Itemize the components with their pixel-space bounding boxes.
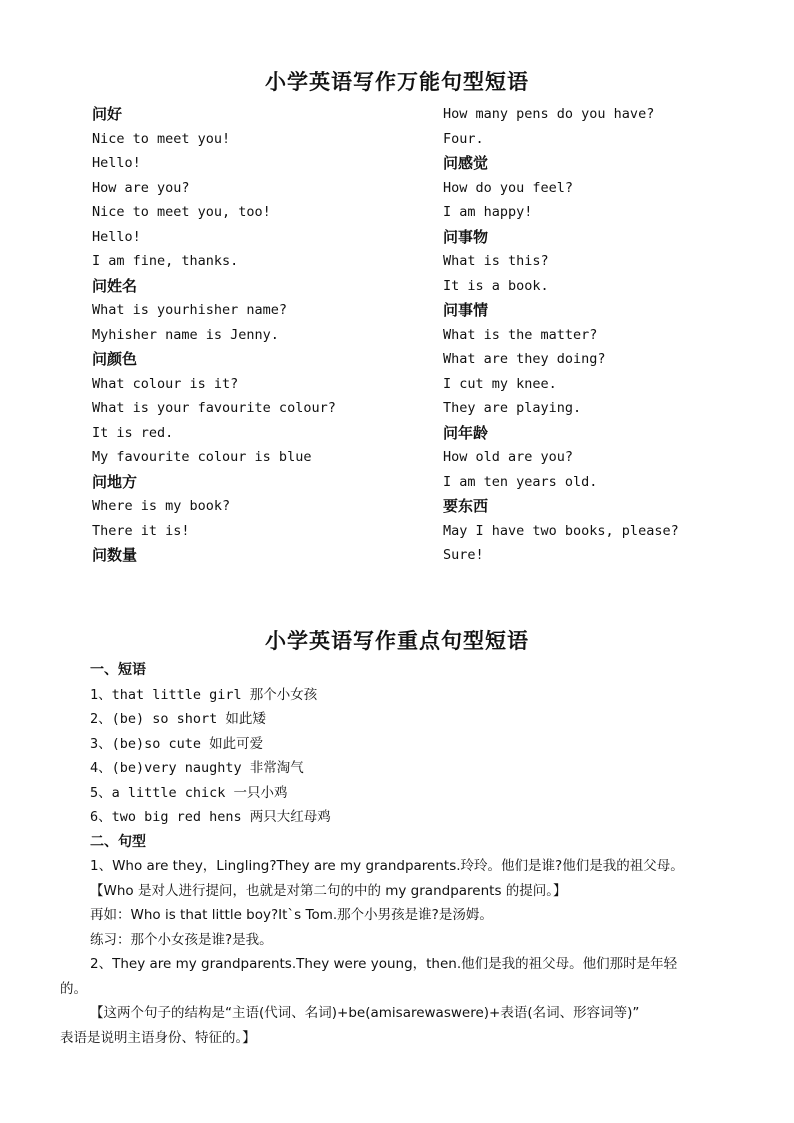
- left-category-heading: 问地方: [92, 472, 138, 491]
- left-sentence: Nice to meet you, too!: [92, 204, 271, 220]
- right-sentence: Four.: [443, 130, 484, 147]
- right-sentence: It is a book.: [443, 277, 549, 294]
- left-sentence: What is yourhisher name?: [92, 302, 288, 318]
- phrase-item: 5、a little chick 一只小鸡: [90, 784, 288, 801]
- sentence-1-practice: 练习：那个小女孩是谁?是我。: [90, 931, 273, 948]
- right-sentence: May I have two books, please?: [443, 522, 679, 539]
- phrases-heading: 一、短语: [90, 662, 146, 678]
- right-sentence: I am ten years old.: [443, 473, 598, 490]
- right-category-heading: 问感觉: [443, 154, 489, 172]
- left-category-heading: 问颜色: [92, 350, 138, 368]
- left-sentence: What colour is it?: [92, 375, 239, 392]
- right-category-heading: 问事情: [443, 301, 489, 319]
- left-sentence: Hello!: [92, 228, 141, 245]
- phrase-item: 3、(be)so cute 如此可爱: [90, 735, 264, 752]
- right-category-heading: 要东西: [443, 497, 489, 515]
- right-sentence: I am happy!: [443, 204, 533, 220]
- left-sentence: I am fine, thanks.: [92, 253, 239, 269]
- right-sentence: What are they doing?: [443, 351, 606, 367]
- sentence-2-continued: 的。: [60, 980, 87, 997]
- left-sentence: My favourite colour is blue: [92, 449, 312, 465]
- right-sentence: They are playing.: [443, 400, 582, 416]
- key-phrases-section: [60, 658, 750, 1050]
- sentence-2-note: 【这两个句子的结构是“主语(代词、名词)+be(amisarewaswere)+表语(名词、形容词等)”: [90, 1005, 640, 1021]
- right-sentence: How old are you?: [443, 449, 574, 465]
- left-sentence: How are you?: [92, 179, 190, 196]
- left-category-heading: 问姓名: [92, 276, 138, 295]
- sentence-2: 2、They are my grandparents.They were young，then.他们是我的祖父母。他们那时是年轻: [90, 956, 678, 972]
- sentence-2-note-continued: 表语是说明主语身份、特征的。】: [60, 1029, 256, 1046]
- right-category-heading: 问事物: [443, 227, 489, 246]
- title-key-phrases: 小学英语写作重点句型短语: [265, 629, 529, 653]
- right-sentence: How many pens do you have?: [443, 106, 655, 122]
- left-sentence: Myhisher name is Jenny.: [92, 326, 279, 343]
- left-sentence: Where is my book?: [92, 498, 231, 514]
- sentences-heading: 二、句型: [90, 833, 146, 850]
- left-sentence: It is red.: [92, 424, 174, 441]
- right-column: [443, 102, 763, 568]
- right-sentence: Sure!: [443, 547, 484, 563]
- right-sentence: What is this?: [443, 253, 549, 269]
- sentence-1: 1、Who are they，Lingling?They are my grandparents.玲玲。他们是谁?他们是我的祖父母。: [90, 858, 684, 874]
- left-column: [92, 102, 422, 568]
- left-category-heading: 问数量: [92, 546, 138, 564]
- phrase-item: 4、(be)very naughty 非常淘气: [90, 760, 304, 776]
- right-sentence: How do you feel?: [443, 179, 574, 196]
- right-sentence: What is the matter?: [443, 326, 598, 343]
- sentence-1-example: 再如：Who is that little boy?It`s Tom.那个小男孩是谁?是汤姆。: [90, 907, 493, 923]
- title-universal-phrases: 小学英语写作万能句型短语: [265, 70, 529, 94]
- left-sentence: What is your favourite colour?: [92, 400, 336, 416]
- left-category-heading: 问好: [92, 105, 123, 123]
- left-sentence: Hello!: [92, 155, 141, 171]
- phrase-item: 1、that little girl 那个小女孩: [90, 686, 318, 703]
- sentence-1-note: 【Who 是对人进行提问，也就是对第二句的中的 my grandparents 的提问。】: [90, 882, 567, 899]
- left-sentence: Nice to meet you!: [92, 130, 231, 147]
- right-sentence: I cut my knee.: [443, 375, 557, 392]
- phrase-item: 2、(be) so short 如此矮: [90, 711, 266, 727]
- phrase-item: 6、two big red hens 两只大红母鸡: [90, 809, 331, 825]
- left-sentence: There it is!: [92, 522, 190, 539]
- right-category-heading: 问年龄: [443, 423, 489, 442]
